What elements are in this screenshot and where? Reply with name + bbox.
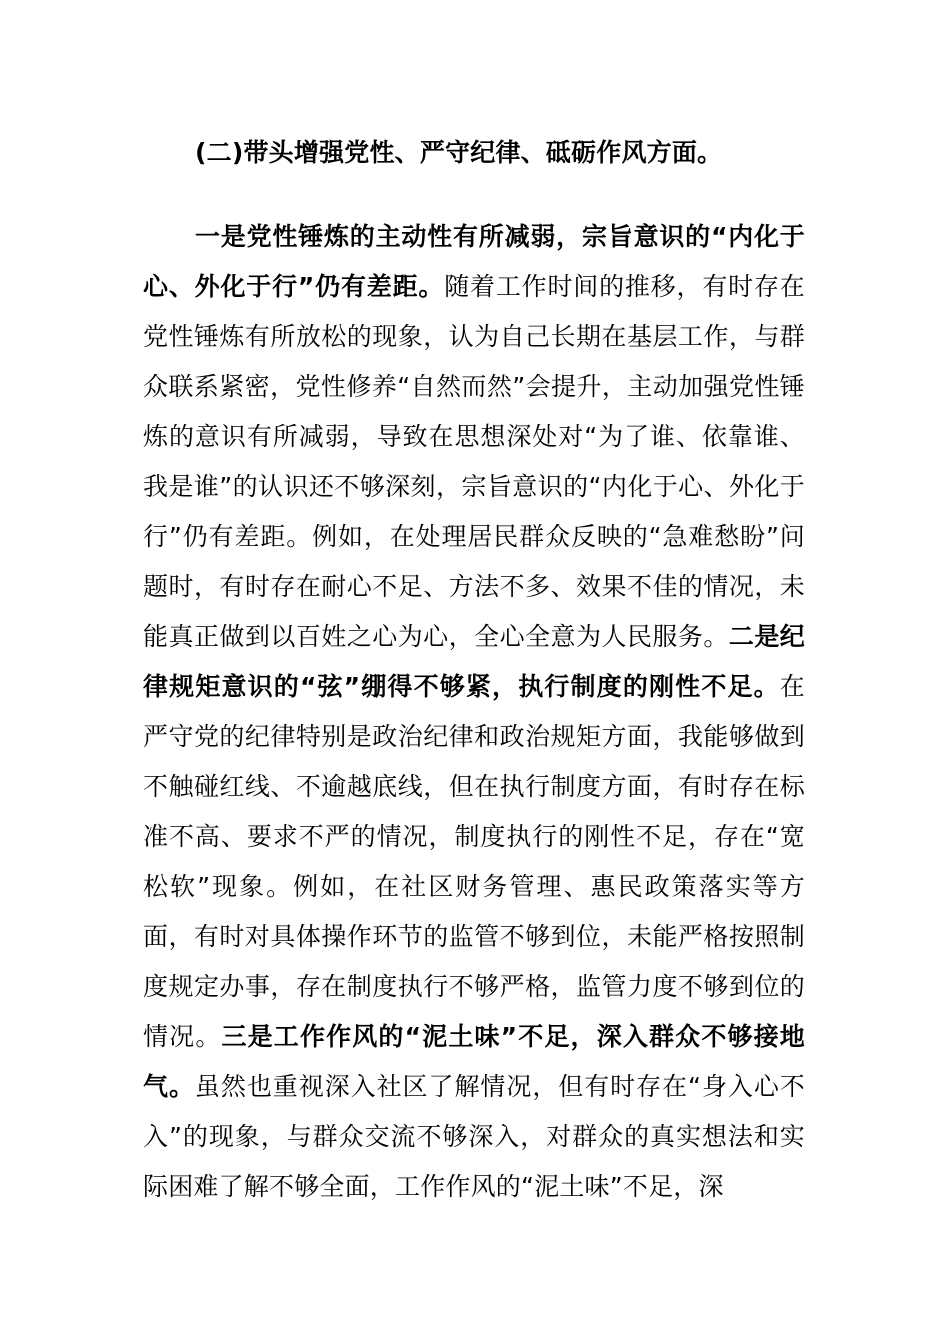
point-two-body: 在严守党的纪律特别是政治纪律和政治规矩方面，我能够做到不触碰红线、不逾越底线，但在执行制度方面，有时存在标准不高、要求不严的情况，制度执行的刚性不足，存在“宽松软”现象。例如，在社区财务管理、惠民政策落实等方面，有时对具体操作环节的监管不够到位，未能严格按照制度规定办事，存在制度执行不够严格，监管力度不够到位的情况。 bbox=[143, 672, 805, 1051]
point-three-title: 三是工作作风的“泥土味”不足，深入群众不够接地气。 bbox=[143, 1022, 805, 1101]
point-one-title: 一是党性锤炼的主动性有所减弱，宗旨意识的“内化于心、外化于行”仍有差距。 bbox=[143, 222, 805, 301]
point-two-title: 二是纪律规矩意识的“弦”绷得不够紧，执行制度的刚性不足。 bbox=[143, 622, 805, 701]
body-paragraph bbox=[143, 212, 805, 1212]
point-three-body: 虽然也重视深入社区了解情况，但有时存在“身入心不入”的现象，与群众交流不够深入，对群众的真实想法和实际困难了解不够全面，工作作风的“泥土味”不足，深 bbox=[143, 1072, 805, 1201]
point-one-body: 随着工作时间的推移，有时存在党性锤炼有所放松的现象，认为自己长期在基层工作，与群众联系紧密，党性修养“自然而然”会提升，主动加强党性锤炼的意识有所减弱，导致在思想深处对“为了谁、依靠谁、我是谁”的认识还不够深刻，宗旨意识的“内化于心、外化于行”仍有差距。例如，在处理居民群众反映的“急难愁盼”问题时，有时存在耐心不足、方法不多、效果不佳的情况，未能真正做到以百姓之心为心，全心全意为人民服务。 bbox=[143, 272, 805, 651]
section-heading: (二)带头增强党性、严守纪律、砥砺作风方面。 bbox=[195, 138, 723, 167]
